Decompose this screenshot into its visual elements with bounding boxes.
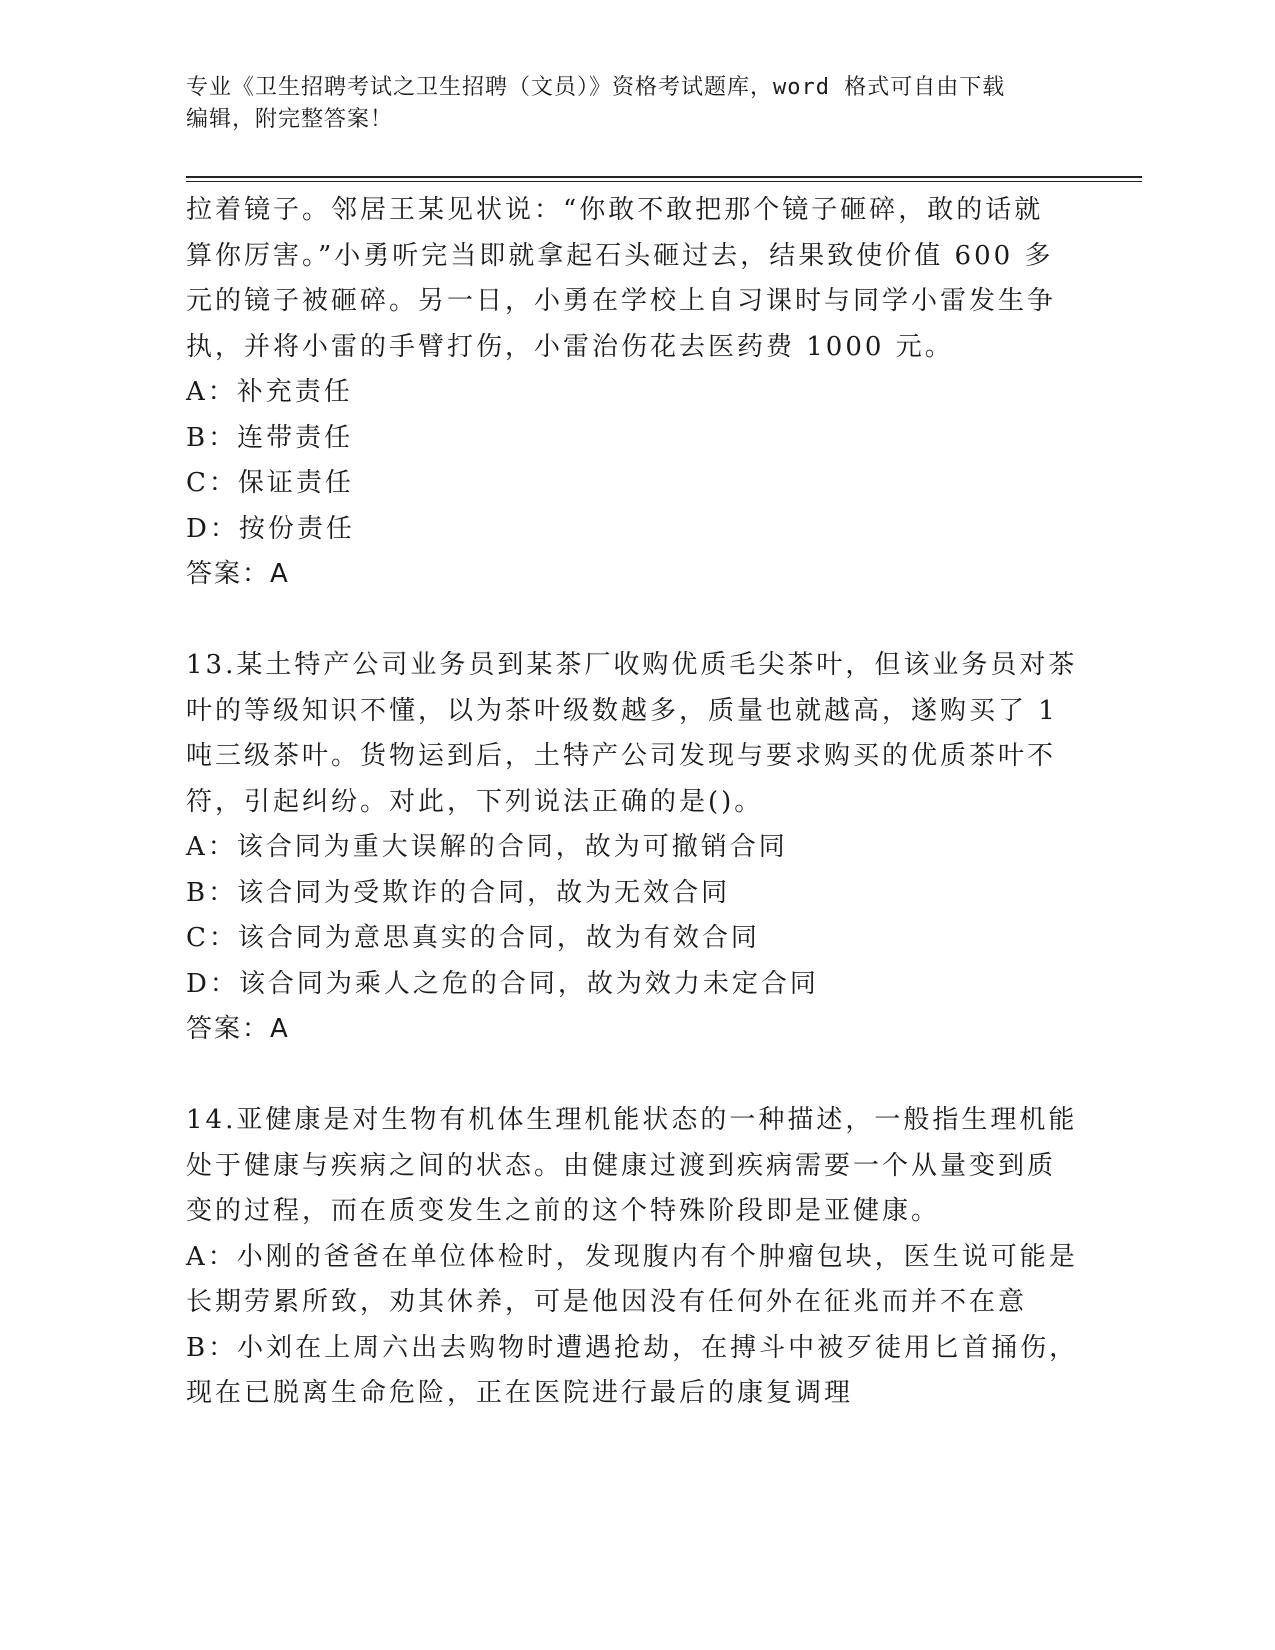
question-14 xyxy=(186,1098,1086,1417)
option-b: B：该合同为受欺诈的合同，故为无效合同 xyxy=(186,877,731,908)
question-13 xyxy=(186,643,1086,1053)
question-stem-line: 13.某土特产公司业务员到某茶厂收购优质毛尖茶叶，但该业务员对茶 xyxy=(186,650,1078,680)
option-d: D：该合同为乘人之危的合同，故为效力未定合同 xyxy=(186,968,819,999)
question-stem-line: 变的过程，而在质变发生之前的这个特殊阶段即是亚健康。 xyxy=(186,1196,941,1226)
option-b: B：连带责任 xyxy=(186,422,354,453)
question-12 xyxy=(186,188,1086,598)
option-a: A：小刚的爸爸在单位体检时，发现腹内有个肿瘤包块，医生说可能是 xyxy=(186,1241,1078,1272)
header-divider-thin xyxy=(186,181,1142,182)
option-d: D：按份责任 xyxy=(186,513,355,544)
answer-label: 答案：A xyxy=(186,559,290,589)
question-stem-line: 符，引起纠纷。对此，下列说法正确的是()。 xyxy=(186,786,764,817)
question-stem-line: 元的镜子被砸碎。另一日，小勇在学校上自习课时与同学小雷发生争 xyxy=(186,286,1057,316)
option-c: C：保证责任 xyxy=(186,468,354,498)
answer-label: 答案：A xyxy=(186,1014,290,1044)
option-a-continuation: 长期劳累所致，劝其休养，可是他因没有任何外在征兆而并不在意 xyxy=(186,1287,1028,1317)
option-c: C：该合同为意思真实的合同，故为有效合同 xyxy=(186,923,760,953)
question-stem-line: 执，并将小雷的手臂打伤，小雷治伤花去医药费 1000 元。 xyxy=(186,331,954,362)
question-stem-line: 拉着镜子。邻居王某见状说：“你敢不敢把那个镜子砸碎，敢的话就 xyxy=(186,195,1044,225)
document-body xyxy=(186,188,1086,1417)
question-stem-line: 14.亚健康是对生物有机体生理机能状态的一种描述，一般指生理机能 xyxy=(186,1105,1078,1135)
header-divider-thick xyxy=(186,176,1142,178)
question-spacer xyxy=(186,598,1086,644)
option-a: A：该合同为重大误解的合同，故为可撤销合同 xyxy=(186,832,788,862)
option-a: A：补充责任 xyxy=(186,377,353,407)
question-stem-line: 叶的等级知识不懂，以为茶叶级数越多，质量也就越高，遂购买了 1 xyxy=(186,695,1058,726)
question-spacer xyxy=(186,1053,1086,1099)
document-header xyxy=(186,72,1086,136)
question-stem-line: 吨三级茶叶。货物运到后，土特产公司发现与要求购买的优质茶叶不 xyxy=(186,741,1057,771)
option-b: B：小刘在上周六出去购物时遭遇抢劫，在搏斗中被歹徒用匕首捅伤， xyxy=(186,1332,1079,1363)
header-title-line-2: 编辑，附完整答案！ xyxy=(186,107,394,132)
question-stem-line: 处于健康与疾病之间的状态。由健康过渡到疾病需要一个从量变到质 xyxy=(186,1150,1057,1181)
header-title-line-1: 专业《卫生招聘考试之卫生招聘（文员）》资格考试题库，word 格式可自由下载 xyxy=(186,75,1006,100)
question-stem-line: 算你厉害。”小勇听完当即就拿起石头砸过去，结果致使价值 600 多 xyxy=(186,240,1054,271)
option-b-continuation: 现在已脱离生命危险，正在医院进行最后的康复调理 xyxy=(186,1378,854,1408)
